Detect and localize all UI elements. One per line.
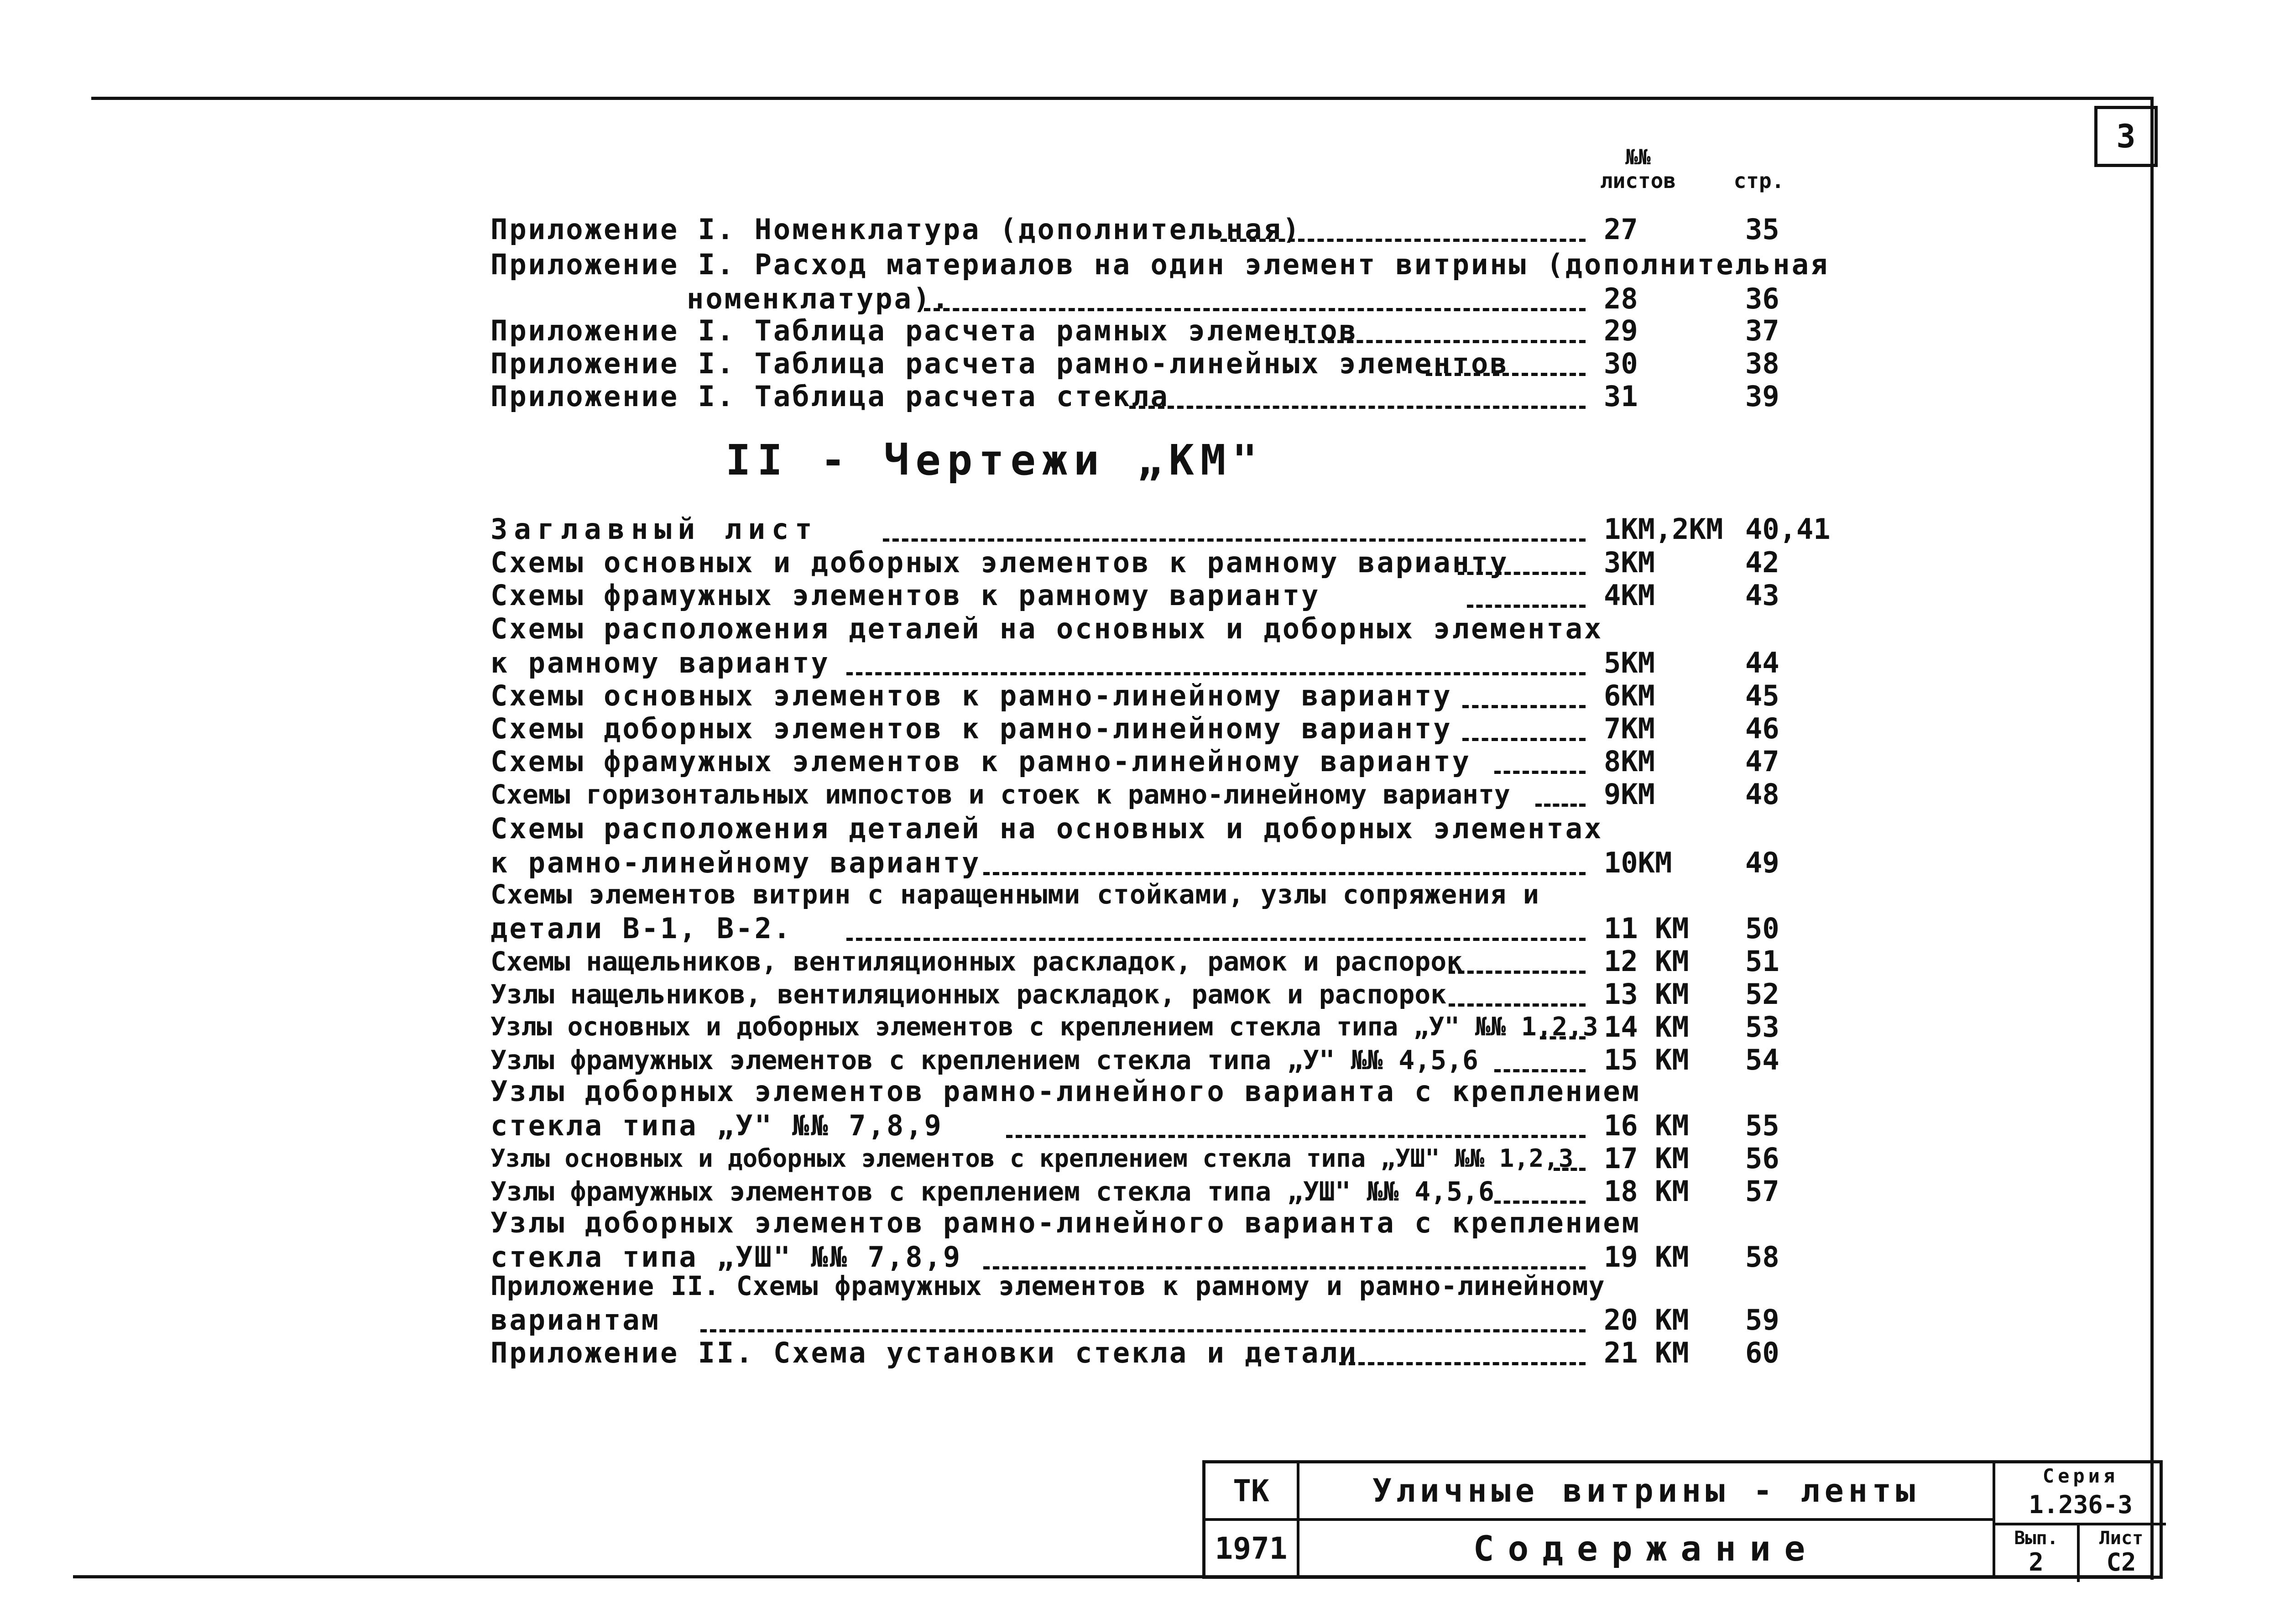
entry-sheet-number: 11 КМ xyxy=(1604,912,1689,945)
toc-entry xyxy=(490,248,1859,318)
entry-title: Схемы основных элементов к рамно-линейному варианту xyxy=(490,679,1452,712)
entry-page-number: 40,41 xyxy=(1745,512,1831,546)
entry-sheet-number: 19 КМ xyxy=(1604,1240,1689,1274)
entry-page-number: 42 xyxy=(1745,546,1779,579)
entry-page-number: 44 xyxy=(1745,646,1779,679)
entry-title: Приложение I. Таблица расчета рамных элементов xyxy=(490,314,1358,347)
entry-sheet-number: 8КМ xyxy=(1604,745,1655,778)
entry-sheet-number: 9КМ xyxy=(1604,778,1655,811)
entry-page-number: 48 xyxy=(1745,778,1779,811)
leader-dashes xyxy=(1554,1168,1586,1171)
entry-title: Узлы нащельников, вентиляционных раскладок, рамок и распорок xyxy=(490,979,1447,1010)
entry-title: Схемы нащельников, вентиляционных раскладок, рамок и распорок xyxy=(490,946,1463,977)
document-title: Уличные витрины - ленты xyxy=(1372,1472,1920,1509)
sheets-header-bottom: листов xyxy=(1600,168,1676,193)
entry-page-number: 60 xyxy=(1745,1336,1779,1369)
entry-sheet-number: 6КМ xyxy=(1604,679,1655,712)
toc-entry xyxy=(490,746,1859,780)
leader-dashes xyxy=(1129,406,1586,409)
entry-sheet-number: 31 xyxy=(1604,380,1638,413)
title-block xyxy=(1202,1460,2163,1579)
entry-title: Схемы основных и доборных элементов к рамному варианту xyxy=(490,546,1509,579)
entry-sheet-number: 18 КМ xyxy=(1604,1175,1689,1208)
leader-dashes xyxy=(1006,1135,1586,1138)
entry-title: Схемы расположения деталей на основных и доборных элементах xyxy=(490,612,1603,645)
leader-dashes xyxy=(1289,340,1586,343)
entry-title: Схемы расположения деталей на основных и доборных элементах xyxy=(490,812,1603,845)
entry-sheet-number: 5КМ xyxy=(1604,646,1655,679)
entry-title: Схемы доборных элементов к рамно-линейному варианту xyxy=(490,712,1452,745)
leader-dashes xyxy=(1339,1362,1586,1365)
entry-title-continuation: к рамному варианту xyxy=(490,646,830,679)
toc-entry xyxy=(490,315,1859,350)
entry-title: Приложение II. Схема установки стекла и детали xyxy=(490,1336,1358,1369)
toc-entry xyxy=(490,1011,1859,1046)
leader-dashes xyxy=(1535,804,1586,807)
entry-page-number: 36 xyxy=(1745,282,1779,315)
entry-sheet-number: 21 КМ xyxy=(1604,1336,1689,1369)
leader-dashes xyxy=(846,672,1586,675)
entry-title-continuation: вариантам xyxy=(490,1303,660,1337)
toc-entry xyxy=(490,812,1859,882)
entry-page-number: 35 xyxy=(1745,213,1779,246)
leader-dashes xyxy=(983,872,1586,875)
entry-sheet-number: 17 КМ xyxy=(1604,1142,1689,1175)
year: 1971 xyxy=(1215,1531,1288,1566)
entry-title-continuation: стекла типа „У" №№ 7,8,9 xyxy=(490,1109,943,1142)
leader-dashes xyxy=(1494,1201,1586,1204)
entry-page-number: 45 xyxy=(1745,679,1779,712)
right-border-line xyxy=(2150,97,2154,1580)
entry-sheet-number: 1КМ,2КМ xyxy=(1604,512,1723,546)
entry-page-number: 51 xyxy=(1745,945,1779,978)
entry-title: Узлы доборных элементов рамно-линейного варианта с креплением xyxy=(490,1075,1641,1108)
entry-page-number: 50 xyxy=(1745,912,1779,945)
series-value: 1.236-3 xyxy=(2029,1490,2133,1519)
entry-sheet-number: 29 xyxy=(1604,314,1638,347)
organization-code: ТК xyxy=(1233,1473,1269,1509)
leader-dashes xyxy=(924,308,1586,311)
entry-page-number: 47 xyxy=(1745,745,1779,778)
toc-entry xyxy=(490,513,1859,548)
leader-dashes xyxy=(1426,373,1586,376)
entry-page-number: 38 xyxy=(1745,347,1779,380)
entry-page-number: 54 xyxy=(1745,1043,1779,1076)
leader-dashes xyxy=(1462,738,1586,741)
sheets-header-top: №№ xyxy=(1625,145,1651,169)
entry-sheet-number: 4КМ xyxy=(1604,579,1655,612)
entry-title: Приложение I. Таблица расчета стекла xyxy=(490,380,1169,413)
entry-title-continuation: номенклатура). xyxy=(687,282,951,315)
entry-title: Узлы фрамужных элементов с креплением стекла типа „У" №№ 4,5,6 xyxy=(490,1044,1478,1076)
pages-column-header: стр. xyxy=(1733,168,1784,193)
toc-entry xyxy=(490,381,1859,415)
toc-entry xyxy=(490,778,1859,813)
entry-page-number: 53 xyxy=(1745,1010,1779,1044)
entry-sheet-number: 15 КМ xyxy=(1604,1043,1689,1076)
entry-title: Схемы фрамужных элементов к рамному варианту xyxy=(490,579,1320,612)
entry-sheet-number: 7КМ xyxy=(1604,712,1655,745)
entry-page-number: 56 xyxy=(1745,1142,1779,1175)
document-subtitle: Содержание xyxy=(1473,1528,1819,1569)
toc-entry xyxy=(490,547,1859,581)
entry-page-number: 58 xyxy=(1745,1240,1779,1274)
entry-sheet-number: 3КМ xyxy=(1604,546,1655,579)
entry-page-number: 43 xyxy=(1745,579,1779,612)
leader-dashes xyxy=(983,1266,1586,1269)
entry-sheet-number: 20 КМ xyxy=(1604,1303,1689,1337)
entry-title: Приложение I. Расход материалов на один элемент витрины (дополнительная xyxy=(490,248,1830,281)
entry-title: Узлы основных и доборных элементов с креплением стекла типа „У" №№ 1,2,3 xyxy=(490,1012,1598,1042)
entry-sheet-number: 12 КМ xyxy=(1604,945,1689,978)
toc-entry xyxy=(490,580,1859,614)
toc-entry xyxy=(490,1270,1859,1339)
entry-sheet-number: 14 КМ xyxy=(1604,1010,1689,1044)
leader-dashes xyxy=(1449,971,1586,974)
entry-sheet-number: 30 xyxy=(1604,347,1638,380)
entry-sheet-number: 28 xyxy=(1604,282,1638,315)
leader-dashes xyxy=(1494,771,1586,774)
toc-entry xyxy=(490,713,1859,747)
entry-title: Схемы горизонтальных импостов и стоек к рамно-линейному варианту xyxy=(490,779,1510,810)
leader-dashes xyxy=(883,538,1586,542)
entry-sheet-number: 10КМ xyxy=(1604,846,1672,879)
entry-sheet-number: 27 xyxy=(1604,213,1638,246)
entry-title: Заглавный лист xyxy=(490,512,819,546)
leader-dashes xyxy=(1449,1003,1586,1007)
entry-title-continuation: стекла типа „УШ" №№ 7,8,9 xyxy=(490,1240,962,1274)
leader-dashes xyxy=(700,1329,1586,1332)
sheet-value: С2 xyxy=(2106,1547,2136,1577)
entry-sheet-number: 16 КМ xyxy=(1604,1109,1689,1142)
entry-page-number: 55 xyxy=(1745,1109,1779,1142)
entry-title-continuation: детали В-1, В-2. xyxy=(490,912,793,945)
entry-title: Схемы фрамужных элементов к рамно-линейному варианту xyxy=(490,745,1471,778)
leader-dashes xyxy=(846,938,1586,941)
toc-entry xyxy=(490,1337,1859,1372)
entry-page-number: 37 xyxy=(1745,314,1779,347)
issue-value: 2 xyxy=(2029,1547,2044,1577)
entry-page-number: 59 xyxy=(1745,1303,1779,1337)
toc-entry xyxy=(490,945,1859,980)
entry-page-number: 52 xyxy=(1745,977,1779,1011)
toc-entry xyxy=(490,879,1859,947)
entry-sheet-number: 13 КМ xyxy=(1604,977,1689,1011)
leader-dashes xyxy=(1467,605,1586,608)
entry-title: Узлы доборных элементов рамно-линейного варианта с креплением xyxy=(490,1206,1641,1239)
entry-title: Приложение II. Схемы фрамужных элементов к рамному и рамно-линейному xyxy=(490,1270,1605,1301)
entry-page-number: 57 xyxy=(1745,1175,1779,1208)
entry-page-number: 46 xyxy=(1745,712,1779,745)
toc-entry xyxy=(490,214,1859,248)
toc-entry xyxy=(490,612,1859,682)
toc-entry xyxy=(490,978,1859,1013)
entry-title: Приложение I. Номенклатура (дополнительная) xyxy=(490,213,1302,246)
entry-title: Узлы фрамужных элементов с креплением стекла типа „УШ" №№ 4,5,6 xyxy=(490,1176,1494,1207)
leader-dashes xyxy=(1540,1036,1586,1039)
entry-title: Приложение I. Таблица расчета рамно-линейных элементов xyxy=(490,347,1509,380)
series-label: Серия xyxy=(2042,1465,2119,1487)
page-number: 3 xyxy=(2094,106,2158,167)
sheet-label: Лист xyxy=(2099,1527,2144,1549)
toc-entry xyxy=(490,1175,1859,1210)
issue-label: Вып. xyxy=(2014,1527,2058,1549)
toc-entry xyxy=(490,680,1859,715)
toc-entry xyxy=(490,1143,1859,1177)
entry-page-number: 39 xyxy=(1745,380,1779,413)
entry-title-continuation: к рамно-линейному варианту xyxy=(490,846,981,879)
sheets-column-header xyxy=(1583,145,1693,193)
entry-title: Схемы элементов витрин с наращенными стойками, узлы сопряжения и xyxy=(490,879,1539,910)
leader-dashes xyxy=(1221,239,1586,242)
entry-title: Узлы основных и доборных элементов с креплением стекла типа „УШ" №№ 1,2,3 xyxy=(490,1144,1574,1173)
toc-entry xyxy=(490,1075,1859,1144)
entry-page-number: 49 xyxy=(1745,846,1779,879)
leader-dashes xyxy=(1494,1069,1586,1072)
toc-entry xyxy=(490,348,1859,382)
section-title: II - Чертежи „КМ" xyxy=(725,436,1264,485)
leader-dashes xyxy=(1462,705,1586,708)
leader-dashes xyxy=(1458,572,1586,575)
top-border-line xyxy=(91,97,2154,100)
toc-entry xyxy=(490,1044,1859,1079)
